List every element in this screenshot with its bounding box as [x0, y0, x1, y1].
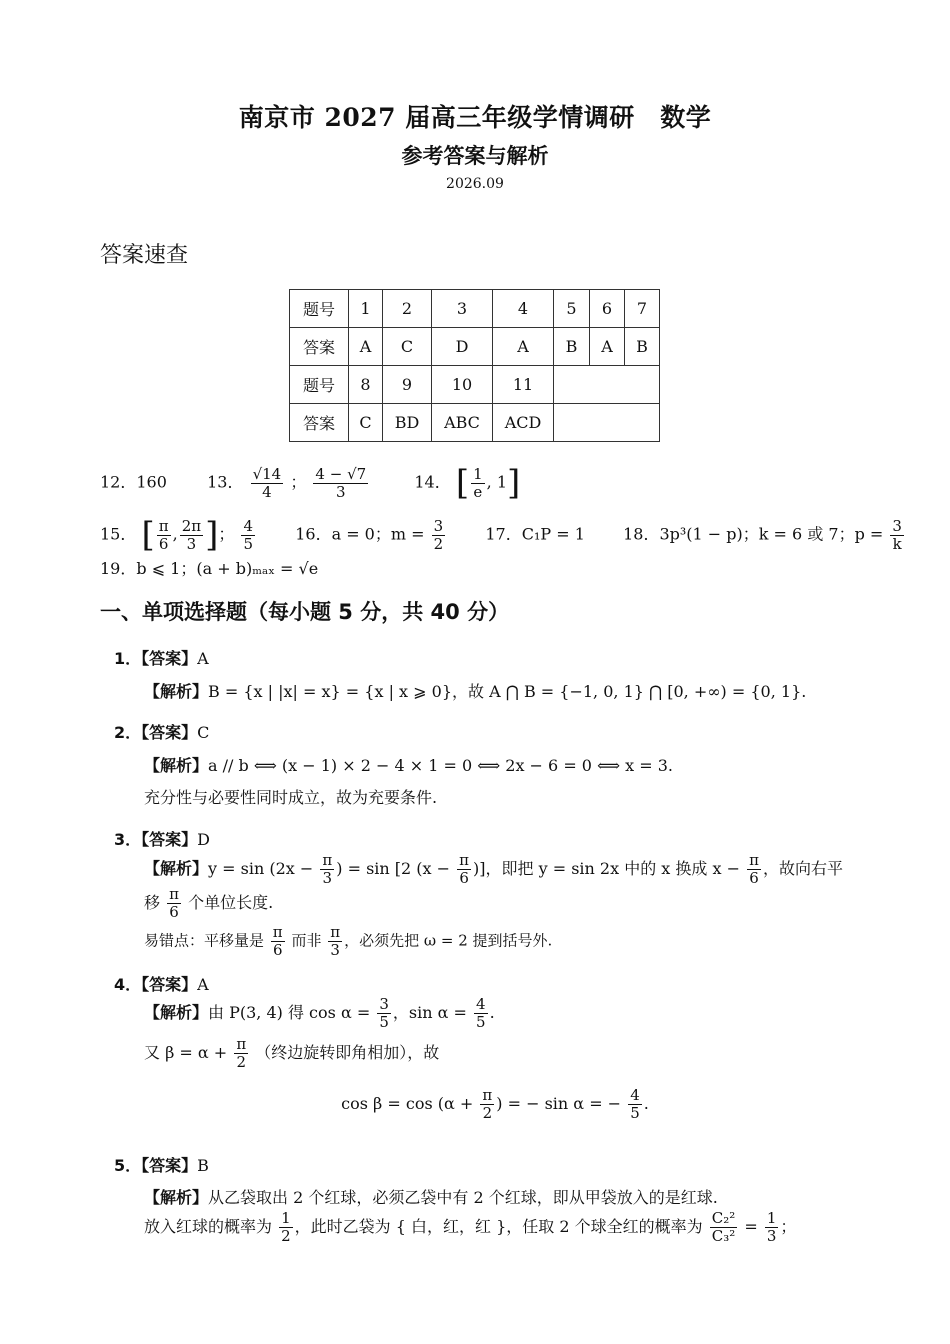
q2-explanation-2: 充分性与必要性同时成立，故为充要条件. [144, 788, 438, 807]
fraction: $\frac{\pi}{6}$ [459, 851, 470, 887]
table-cell: 题号 [290, 290, 349, 328]
fill-answers-row-1: 12．160 13． $\frac{√14}{4}$ ； $\frac{4 - √7}{3}$ 14． [ $\frac{1}{e}$ , 1] [100, 463, 521, 503]
fill-answers-row-2: 15． [ $\frac{\pi}{6}$ , $\frac{2\pi}{3}$ ]； $\frac{4}{5}$ 16．a = 0；m = $\frac{3}{2}$ 17．C₁P = 1 18．3p³(1 − p)；k = 6 或 7；p = $\frac{3}{k}$ [100, 515, 902, 555]
fraction: $\frac{4}{5}$ [243, 516, 254, 553]
page-title: 南京市 2027 届高三年级学情调研 数学 [238, 103, 712, 132]
table-cell: 2 [383, 290, 432, 328]
answer-17: 17．C₁P = 1 [485, 524, 585, 544]
table-cell-empty [554, 404, 660, 442]
table-cell: 3 [432, 290, 493, 328]
table-cell: ACD [493, 404, 554, 442]
table-cell: 11 [493, 366, 554, 404]
table-row [290, 290, 660, 328]
fraction: $\frac{√14}{4}$ [252, 464, 282, 501]
fraction: $\frac{1}{2}$ [281, 1209, 291, 1245]
table-cell: D [432, 328, 493, 366]
q2-answer: 2．【答案】C [114, 723, 210, 742]
quick-answers-table [289, 289, 660, 442]
q4-display-equation: cos β = cos (α + $\frac{\pi}{2}$ ) = − sin α = − $\frac{4}{5}$ . [341, 1086, 649, 1122]
table-cell: 9 [383, 366, 432, 404]
table-row [290, 366, 660, 404]
q3-error-note: 易错点：平移量是 $\frac{\pi}{6}$ 而非 $\frac{\pi}{3}$ ，必须先把 ω = 2 提到括号外. [144, 923, 553, 959]
table-cell: BD [383, 404, 432, 442]
q3-explanation-2: 移 $\frac{\pi}{6}$ 个单位长度. [144, 885, 274, 921]
table-cell: 7 [625, 290, 660, 328]
fraction: $\frac{2\pi}{3}$ [181, 516, 202, 553]
q2-explanation: 【解析】a // b ⟺ (x − 1) × 2 − 4 × 1 = 0 ⟺ 2x − 6 = 0 ⟺ x = 3. [144, 756, 673, 775]
table-cell: B [625, 328, 660, 366]
table-cell: C [349, 404, 383, 442]
answer-15-label: 15． [100, 524, 137, 544]
fraction: $\frac{3}{2}$ [433, 516, 444, 553]
table-cell-empty [554, 366, 660, 404]
fraction: $\frac{\pi}{6}$ [749, 851, 759, 887]
answer-12: 12．160 [100, 472, 167, 492]
table-cell: 题号 [290, 366, 349, 404]
q5-explanation: 【解析】从乙袋取出 2 个红球，必须乙袋中有 2 个红球，即从甲袋放入的是红球. [144, 1188, 718, 1207]
fraction: $\frac{\pi}{3}$ [330, 923, 341, 959]
q3-answer: 3．【答案】D [114, 830, 210, 849]
table-cell: A [590, 328, 625, 366]
q3-explanation: 【解析】y = sin (2x − $\frac{\pi}{3}$ ) = sin [2 (x − $\frac{\pi}{6}$ )]，即把 y = sin 2x 中的 x 换成 x − $\frac{\pi}{6}$ ，故向右平 [144, 851, 843, 887]
answer-14-label: 14． [414, 472, 451, 492]
table-cell: 8 [349, 366, 383, 404]
table-cell: A [493, 328, 554, 366]
quick-answers-heading: 答案速查 [100, 243, 189, 268]
fraction: $\frac{3}{5}$ [379, 995, 389, 1031]
fraction: $\frac{\pi}{6}$ [158, 516, 169, 553]
page-subtitle: 参考答案与解析 [401, 143, 549, 168]
fraction: $\frac{3}{k}$ [892, 516, 902, 553]
table-cell: ABC [432, 404, 493, 442]
fraction: $\frac{4 - √7}{3}$ [315, 464, 367, 501]
q5-answer: 5．【答案】B [114, 1156, 209, 1175]
section-heading: 一、单项选择题（每小题 5 分，共 40 分） [100, 600, 510, 624]
table-cell: 10 [432, 366, 493, 404]
table-cell: 1 [349, 290, 383, 328]
table-cell: B [554, 328, 590, 366]
table-cell: A [349, 328, 383, 366]
table-row [290, 328, 660, 366]
answer-13-label: 13． [207, 472, 244, 492]
fraction: $\frac{1}{3}$ [766, 1209, 777, 1245]
fraction: $\frac{\pi}{2}$ [482, 1086, 493, 1122]
fraction: $\frac{\text{C₂²}}{\text{C₃²}}$ [711, 1209, 736, 1245]
q5-explanation-2: 放入红球的概率为 $\frac{1}{2}$ ，此时乙袋为 { 白，红，红 }，任取 2 个球全红的概率为 $\frac{\text{C₂²}}{\text{C₃²}}$ = $\frac{1}{3}$ ； [144, 1209, 797, 1245]
table-cell: 4 [493, 290, 554, 328]
fraction: $\frac{\pi}{3}$ [322, 851, 333, 887]
table-row [290, 404, 660, 442]
table-cell: C [383, 328, 432, 366]
fraction: $\frac{1}{e}$ [473, 464, 483, 501]
fraction: $\frac{4}{5}$ [476, 995, 486, 1031]
table-cell: 答案 [290, 328, 349, 366]
answer-19: 19．b ⩽ 1；(a + b)ₘₐₓ = √e [100, 559, 319, 578]
fraction: $\frac{4}{5}$ [630, 1086, 640, 1122]
fraction: $\frac{\pi}{6}$ [169, 885, 179, 921]
answer-18: 18．3p³(1 − p)；k = 6 或 7；p = [623, 524, 884, 544]
q4-answer: 4．【答案】A [114, 975, 209, 994]
fraction: $\frac{\pi}{6}$ [272, 923, 283, 959]
table-cell: 5 [554, 290, 590, 328]
q4-explanation: 【解析】由 P(3, 4) 得 cos α = $\frac{3}{5}$ ，sin α = $\frac{4}{5}$ . [144, 995, 495, 1031]
q1-explanation: 【解析】B = {x | |x| = x} = {x | x ⩾ 0}，故 A ⋂ B = {−1, 0, 1} ⋂ [0, +∞) = {0, 1}. [144, 682, 807, 701]
q4-explanation-2: 又 β = α + $\frac{\pi}{2}$ （终边旋转即角相加），故 [144, 1035, 440, 1071]
page-date: 2026.09 [446, 176, 504, 192]
answer-16: 16．a = 0；m = [295, 524, 425, 544]
q1-answer: 1．【答案】A [114, 649, 209, 668]
table-cell: 答案 [290, 404, 349, 442]
table-cell: 6 [590, 290, 625, 328]
fraction: $\frac{\pi}{2}$ [236, 1035, 247, 1071]
